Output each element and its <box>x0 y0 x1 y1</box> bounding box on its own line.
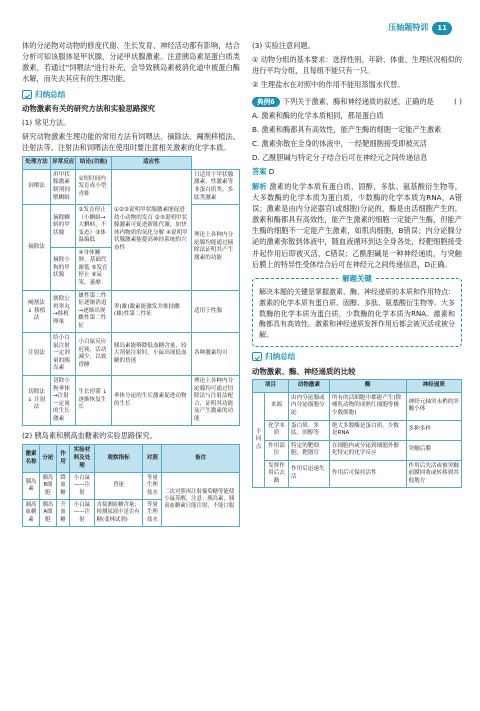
subheading: 动物激素有关的研究方法和实验思路探究 <box>22 104 156 114</box>
table-row: 不同点 来源 由内分泌腺或内分泌细胞分泌 所有的活细胞中都能产生(除哺乳动物的成熟红细胞等极少数细胞) 神经元轴突末梢的突触小体 <box>253 392 462 420</box>
page-header <box>388 22 452 35</box>
insulin-table: 激素名称 分泌 作用 实验材料及处理 观察指标 对照 备注 胰岛素 胰岛B细胞 降血糖 小白鼠——注射 昏迷 等量生理盐水 二次对照再注射葡萄糖等能使小鼠苏醒，注意：胰岛素、胰高血糖素只能注射，不能口服 胰高血糖素 胰岛A细胞 升血糖 小白鼠——注射 直接测血糖含量；检测尿液中是否有糖(斐林试剂) 等量生理盐水 <box>22 444 240 526</box>
page-number: 11 <box>432 22 452 35</box>
method-title: (1) 常见方法。 <box>22 117 71 127</box>
table-row: 胰高血糖素 胰岛A细胞 升血糖 小白鼠——注射 直接测血糖含量；检测尿液中是否有糖(斐林试剂) 等量生理盐水 <box>23 499 240 526</box>
intro-paragraph: 体的分泌物对动物的修度代谢、生长发育、神经活动都有影响，结合分析可知该服体是甲状腺，分泌甲状腺激素。注意胰岛素是蛋白质类激素，若通过"饲喂法"进行补充，会导致胰岛素被消化道中被蛋白酶水解，而失去其应有的生理功能。 <box>22 41 240 84</box>
table-row: 化学本质 蛋白质、多肽、固醇等 绝大多数酶是蛋白质，少数是RNA 多种多样 <box>253 420 462 440</box>
table-row: 作用部位 特定的靶细胞、靶器官 在细胞内或分泌到细胞外催化特定的化学反应 突触后膜 <box>253 440 462 460</box>
option-d: D. 乙酰胆碱与特定分子结合后可在神经元之间传递信息 <box>252 153 428 163</box>
summary-heading-2: 归纳总结 <box>252 351 462 363</box>
example-badge: 典例6 <box>252 97 280 107</box>
methods-table: 处理方法 异常反应 结论(功能) 适应性 饲喂法 用甲状腺激素制剂饲喂蝌蚪 ①短时间内发育成小型青蛙 ①②③说明甲状腺激素能促进幼小动物的发育 ②③说明甲状腺激素可促进新陈代谢，加快体内物质的氧化分解 ④说明甲状腺激素能提高神经系统的兴奋性 只适用于甲状腺激素、性激素等非蛋白质类、多肽类激素 摘除法 摘除蝌蚪的甲状腺 ②发育停止（小蝌蚪→大蝌蚪，不变态）③体温偏低 理论上各种内分泌腺均能通过摘除法证明其产生激素的功能 摘除小狗的甲状腺 ④身体臃肿、基础代谢低 ⑤发育停止 ⑥呆笨、萎靡 阉割法 ↓ 移植法 割除公鸡睾丸 →移植卵巢 雄性第二性征逐渐消退→逐渐出现雌性第二性征 睾(雄)激素能激发并维持雌(雄)性第二性征 适用于性腺 注射法 给小白鼠注射一定剂量的胰岛素 小白鼠反应迟钝、活动减少，以致昏睡 胰岛素能够降低血糖含量，较大剂量注射时，小鼠出现低血糖的昏迷 各种激素均可 切除法 ↓ 注射法 切除小狗垂体→注射一定量的生长激素 生长停滞 ↓ 逐渐恢复生长 垂体分泌的生长激素促进动物的生长 理论上各种内分泌腺均可通过切除法与注射法配合，证明其功能及产生激素的功能 <box>22 156 240 426</box>
question: 典例6 下列关于激素、酶和神经递质的叙述，正确的是 ( ) <box>252 96 462 107</box>
right-column <box>252 40 462 488</box>
key-box <box>252 273 462 347</box>
table-row: 饲喂法 用甲状腺激素制剂饲喂蝌蚪 ①短时间内发育成小型青蛙 ①②③说明甲状腺激素能促进幼小动物的发育 ②③说明甲状腺激素可促进新陈代谢，加快体内物质的氧化分解 ④说明甲状腺激素能提高神经系统的兴奋性 只适用于甲状腺激素、性激素等非蛋白质类、多肽类激素 <box>23 169 240 204</box>
note-1: ① 动物分组的基本要求：选择性别、年龄、体重、生理状况相似的进行平均分组，且每组不能只有一只。 <box>252 55 462 76</box>
table-row: 摘除法 摘除蝌蚪的甲状腺 ②发育停止（小蝌蚪→大蝌蚪，不变态）③体温偏低 理论上各种内分泌腺均能通过摘除法证明其产生激素的功能 <box>23 205 240 248</box>
summary-icon <box>22 90 32 99</box>
table-row: 发挥作用后去路 作用后迅速失活 作用后可保持活性 作用后失活或被突触前膜回收或转移到其他地方 <box>253 460 462 488</box>
left-column <box>22 40 240 527</box>
table-row: 切除法 ↓ 注射法 切除小狗垂体→注射一定量的生长激素 生长停滞 ↓ 逐渐恢复生长 垂体分泌的生长激素促进动物的生长 理论上各种内分泌腺均可通过切除法与注射法配合，证明其功能及产生激素的功能 <box>23 376 240 426</box>
table-row: 摘除小狗的甲状腺 ④身体臃肿、基础代谢低 ⑤发育停止 ⑥呆笨、萎靡 <box>23 247 240 290</box>
answer: 答案 D <box>252 167 275 177</box>
option-b: B. 激素和酶都具有高效性，能产生酶的细胞一定能产生激素 <box>252 125 442 134</box>
table-row: 阉割法 ↓ 移植法 割除公鸡睾丸 →移植卵巢 雄性第二性征逐渐消退→逐渐出现雌性第二性征 睾(雄)激素能激发并维持雌(雄)性第二性征 适用于性腺 <box>23 290 240 333</box>
analysis: 解析 激素的化学本质有蛋白质、固醇、多肽、氨基酸衍生物等，大多数酶的化学本质为蛋白质，少数酶的化学本质为RNA，A错误；激素是由内分泌器官(或细胞)分泌的，酶是由活细胞产生的，激素和酶都具有高效性，能产生激素的细胞一定能产生酶，但能产生酶的细胞不一定能产生激素，如肌肉细胞，B错误；内分泌腺分泌的激素弥散到体液中，随血液循环到达全身各处，经靶细胞接受并起作用后即被灭活，C错误；乙酰胆碱是一种神经递质，与突触后膜上的特异性受体结合后可在神经元之间传递信息，D正确。 <box>252 181 462 269</box>
option-c: C. 激素弥散在全身的体液中，一经靶细胞接受即被灭活 <box>252 139 427 149</box>
key-text: 解决本题的关键是掌握激素、酶、神经递质的本质和作用特点：激素的化学本质有蛋白质、固醇、多肽、氨基酸衍生物等。大多数酶的化学本质为蛋白质，少数酶的化学本质为RNA。激素和酶都具有高效性。激素和神经递质发挥作用后都会被灭活或被分解。 <box>259 287 455 340</box>
section-tag: 压轴题特训 <box>388 23 429 33</box>
method-paragraph: 研究动物激素生理功能的常用方法有饲喂法、摘除法、阉割移植法、注射法等。注射法和饲喂法在使用时要注意相关激素的化学本质。 <box>22 132 240 153</box>
table-row: 胰岛素 胰岛B细胞 降血糖 小白鼠——注射 昏迷 等量生理盐水 二次对照再注射葡萄糖等能使小鼠苏醒，注意：胰岛素、胰高血糖素只能注射，不能口服 <box>23 473 240 500</box>
option-a: A. 激素和酶的化学本质相同，都是蛋白质 <box>252 110 384 120</box>
note-2: ② 生理盐水在对照中的作用不能用蒸馏水代替。 <box>252 80 405 90</box>
key-title: 解题关键 <box>338 273 376 284</box>
notes-title: (3) 实验注意问题。 <box>252 41 315 50</box>
table-row: 注射法 给小白鼠注射一定剂量的胰岛素 小白鼠反应迟钝、活动减少，以致昏睡 胰岛素能够降低血糖含量，较大剂量注射时，小鼠出现低血糖的昏迷 各种激素均可 <box>23 333 240 376</box>
summary-icon <box>252 352 262 361</box>
comparison-heading: 动物激素、酶、神经递质的比较 <box>252 366 356 376</box>
summary-heading: 归纳总结 <box>22 89 240 101</box>
insulin-heading: (2) 胰岛素和胰高血糖素的实验思路探究。 <box>22 431 157 441</box>
comparison-table: 项目 动物激素 酶 神经递质 不同点 来源 由内分泌腺或内分泌细胞分泌 所有的活细胞中都能产生(除哺乳动物的成熟红细胞等极少数细胞) 神经元轴突末梢的突触小体 化学本质 蛋白质、多肽、固醇等 绝大多数酶是蛋白质，少数是RNA 多种多样 作用部位 特定的靶细胞、靶器官 在细胞内或分泌到细胞外催化特定的化学反应 突触后膜 发挥作用后去路 作用后迅速失活 作用后可保持活性 作用后失活或被突触前膜回收或转移到其他地方 <box>252 379 462 488</box>
